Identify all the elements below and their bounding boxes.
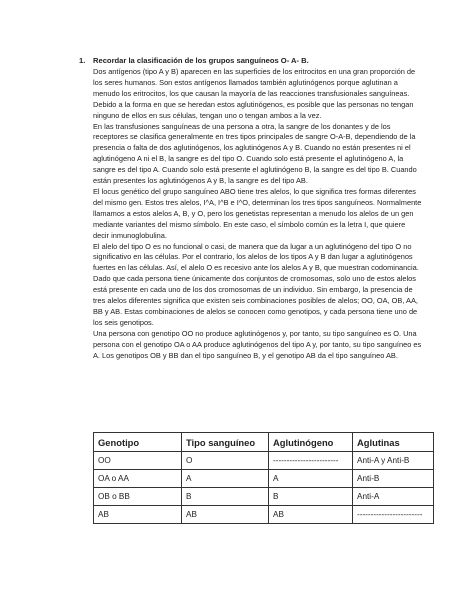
paragraph-antigens: Dos antígenos (tipo A y B) aparecen en las superficies de los eritrocitos en una gran proporción de los seres humanos. Son estos antígenos llamados también aglutinógenos porque aglutinan a menudo los eritrocitos, los que causan la mayoría de las reacciones transfusionales sanguíneas. Debido a la forma en que se heredan estos aglutinógenos, es posible que las personas no tengan ninguno de ellos en sus células, tengan uno o tengan ambos a la vez. xyxy=(93,67,416,120)
blood-group-table xyxy=(93,432,434,524)
table-cell: OO xyxy=(94,452,182,470)
table-cell: OA o AA xyxy=(94,470,182,488)
paragraph-blood-types: Una persona con genotipo OO no produce aglutinógenos y, por tanto, su tipo sanguíneo es O. Una persona con el genotipo OA o AA produce aglutinógenos del tipo A y, por tanto, su tipo sanguíneo es A. Los genotipos OB y BB dan el tipo sanguíneo B, y el genotipo AB da el tipo sanguíneo AB. xyxy=(93,328,422,360)
table-cell: Anti-B xyxy=(353,470,434,488)
table-row xyxy=(94,470,434,488)
table-cell: ------------------------ xyxy=(269,452,353,470)
table-cell: B xyxy=(182,488,269,506)
table-cell: AB xyxy=(182,506,269,524)
table-header-row xyxy=(94,433,434,452)
table-row xyxy=(94,452,434,470)
table-cell: OB o BB xyxy=(94,488,182,506)
header-aglutinas: Aglutinas xyxy=(353,433,434,452)
table-cell: B xyxy=(269,488,353,506)
table-cell: A xyxy=(269,470,353,488)
table-cell: Anti-A y Anti-B xyxy=(353,452,434,470)
table-cell: O xyxy=(182,452,269,470)
paragraph-genotypes: Dado que cada persona tiene únicamente dos conjuntos de cromosomas, solo uno de estos alelos está presente en cada uno de los dos cromosomas de un individuo. Sin embargo, la presencia de tres alelos diferentes significa que existen seis combinaciones posibles de alelos; OO, OA, OB, AA, BB y AB. Estas combinaciones de alelos se conocen como genotipos, y cada persona tiene uno de los seis genotipos. xyxy=(93,274,418,327)
section-number: 1. xyxy=(79,56,86,65)
table-cell: AB xyxy=(94,506,182,524)
section-title: Recordar la clasificación de los grupos sanguíneos O- A- B. xyxy=(93,56,309,65)
header-aglutinogeno: Aglutinógeno xyxy=(269,433,353,452)
section-heading xyxy=(79,56,309,66)
paragraph-allele-o: El alelo del tipo O es no funcional o casi, de manera que da lugar a un aglutinógeno del tipo O no significativo en las células. Por el contrario, los alelos de los tipos A y B dan lugar a aglutinógenos fuertes en las células. Así, el alelo O es recesivo ante los alelos A y B, que muestran codominancia. xyxy=(93,241,419,273)
paragraph-transfusions: En las transfusiones sanguíneas de una persona a otra, la sangre de los donantes y de los receptores se clasifica generalmente en tres tipos principales de sangre O-A-B, dependiendo de la presencia o falta de dos aglutinógenos, los aglutinógenos A y B. Cuando no están presentes ni el aglutinógeno A ni el B, la sangre es del tipo O. Cuando solo está presente el aglutinógeno A, la sangre es del tipo A. Cuando solo está presente el aglutinógeno B, la sangre es del tipo B. Cuando están presentes los aglutinógenos A y B, la sangre es del tipo AB. xyxy=(93,121,417,186)
table-cell: Anti-A xyxy=(353,488,434,506)
blood-group-table-wrap xyxy=(93,432,433,524)
table-row xyxy=(94,506,434,524)
table-cell: ------------------------ xyxy=(353,506,434,524)
body-text xyxy=(93,67,423,361)
table-cell: AB xyxy=(269,506,353,524)
header-tipo-sanguineo: Tipo sanguíneo xyxy=(182,433,269,452)
paragraph-locus: El locus genético del grupo sanguíneo ABO tiene tres alelos, lo que significa tres formas diferentes del mismo gen. Estos tres alelos, I^A, I^B e I^O, determinan los tres tipos sanguíneos. Normalmente llamamos a estos alelos A, B, y O, pero los genetistas representan a menudo los alelos de un gen mediante variantes del mismo símbolo. En este caso, el símbolo común es la letra I, que quiere decir inmunoglobulina. xyxy=(93,186,422,240)
table-cell: A xyxy=(182,470,269,488)
table-row xyxy=(94,488,434,506)
header-genotipo: Genotipo xyxy=(94,433,182,452)
